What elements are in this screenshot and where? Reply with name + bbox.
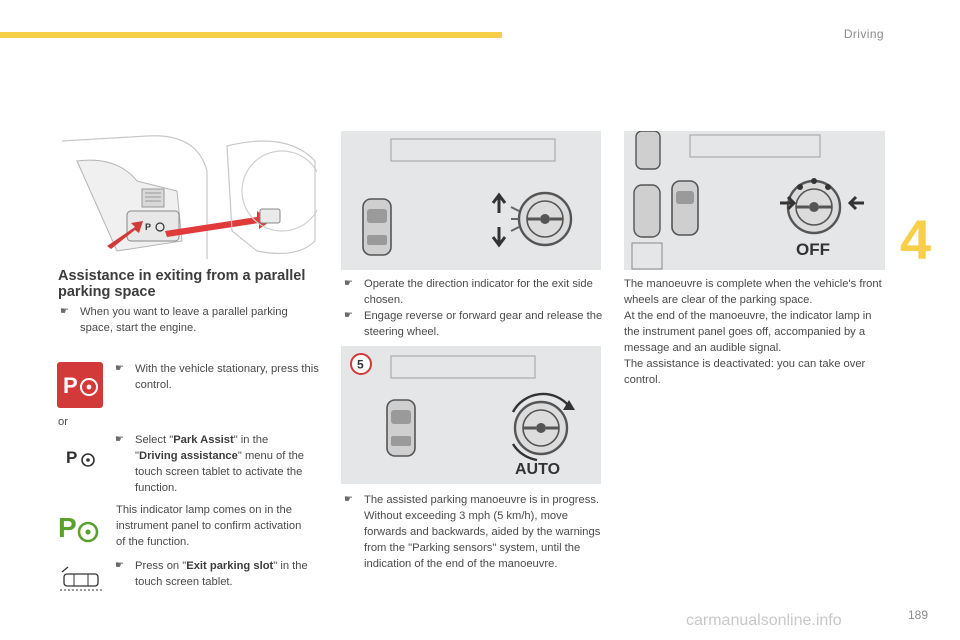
- dashboard-control-drawing: [57, 131, 317, 259]
- bullet-marker-icon: ☛: [60, 306, 69, 317]
- svg-text:P: P: [63, 373, 78, 398]
- bullet-marker-icon: ☛: [344, 310, 353, 321]
- page-number: 189: [908, 608, 929, 622]
- section-title: Driving: [843, 27, 884, 41]
- car-and-steering-drawing: [341, 131, 601, 270]
- menu-name-driving-assistance: Driving assistance: [138, 450, 238, 462]
- watermark: carmanualsonline.info: [686, 612, 842, 629]
- menu-name-park-assist: Park Assist: [173, 434, 234, 446]
- manoeuvre-in-progress-illustration: [341, 346, 601, 484]
- assistance-deactivated-text: The assistance is deactivated: you can take over control.: [624, 358, 866, 386]
- off-label: OFF: [796, 240, 830, 259]
- indicator-lamp-description: This indicator lamp comes on in the instrument panel to confirm activation of the function.: [116, 504, 302, 548]
- manoeuvre-complete-text: The manoeuvre is complete when the vehicle's front wheels are clear of the parking space.: [624, 278, 882, 306]
- instruction-press-control: ☛ With the vehicle stationary, press this control.: [115, 363, 319, 391]
- svg-text:P: P: [145, 222, 152, 232]
- instruction-exit-parking-slot: ☛ Press on "Exit parking slot" in the touch screen tablet.: [115, 560, 308, 588]
- instruction-select-menu: ☛ Select "Park Assist" in the "Driving assistance" menu of the touch screen tablet to activate the function.: [115, 434, 305, 494]
- manoeuvre-start-illustration: [341, 131, 601, 270]
- bullet-marker-icon: ☛: [115, 363, 124, 374]
- chapter-number: 4: [900, 208, 932, 271]
- bullet-marker-icon: ☛: [115, 434, 124, 445]
- park-assist-button-icon: [57, 362, 103, 408]
- exit-parking-slot-icon: [60, 566, 102, 592]
- bullet-marker-icon: ☛: [344, 278, 353, 289]
- green-indicator-lamp-icon: [58, 510, 102, 544]
- svg-text:P: P: [58, 512, 77, 543]
- section-heading: Assistance in exiting from a parallel parking space: [58, 268, 306, 300]
- manoeuvre-complete-illustration: [624, 131, 885, 270]
- svg-text:P: P: [66, 448, 78, 467]
- bullet-marker-icon: ☛: [115, 560, 124, 571]
- bullet-marker-icon: ☛: [344, 494, 353, 505]
- park-assist-symbol-icon: [66, 445, 98, 469]
- or-label: or: [58, 416, 68, 428]
- button-name-exit-parking-slot: Exit parking slot: [186, 560, 274, 572]
- instruction-manoeuvre-in-progress: ☛ The assisted parking manoeuvre is in progress. Without exceeding 3 mph (5 km/h), move forwards and backwards, aided by the warnings from the "Parking sensors" system, until the indication of the end of the manoeuvre.: [344, 494, 601, 570]
- header-accent-bar: [0, 32, 502, 38]
- dashboard-illustration: [57, 131, 317, 259]
- auto-label: AUTO: [515, 461, 561, 478]
- instruction-start-engine: ☛ When you want to leave a parallel parking space, start the engine.: [60, 306, 288, 334]
- indicator-off-text: At the end of the manoeuvre, the indicator lamp in the instrument panel goes off, accompanied by a message and an audible signal.: [624, 310, 872, 354]
- step-number: 5: [357, 357, 364, 372]
- instruction-direction-indicator: ☛ Operate the direction indicator for the exit side chosen.: [344, 278, 593, 306]
- cars-and-off-steering-drawing: [624, 131, 885, 270]
- instruction-engage-gear: ☛ Engage reverse or forward gear and release the steering wheel.: [344, 310, 603, 338]
- auto-steering-drawing: [341, 346, 601, 484]
